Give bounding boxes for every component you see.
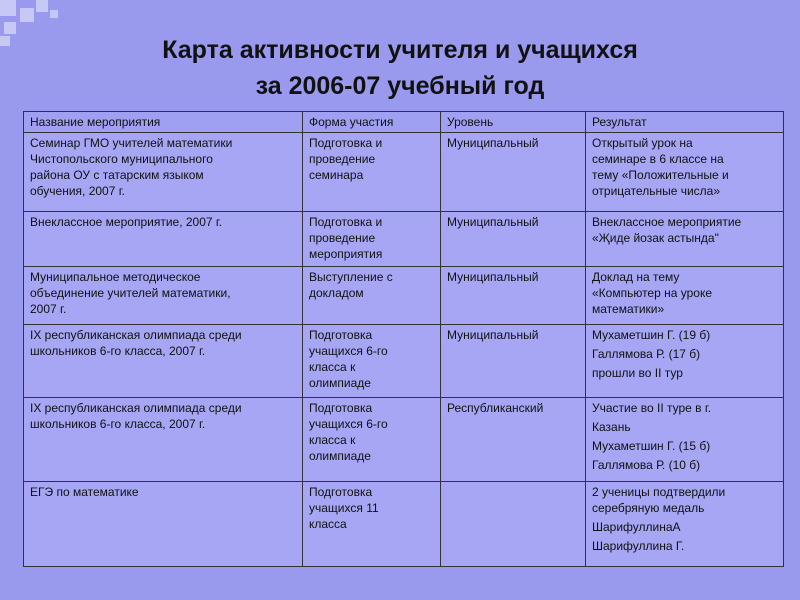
cell-text-line: Муниципальное методическое bbox=[30, 270, 201, 284]
cell-form bbox=[303, 482, 441, 567]
cell-text-line: IX республиканская олимпиада среди bbox=[30, 401, 242, 415]
cell-text-line: Внеклассное мероприятие bbox=[592, 215, 742, 229]
cell-text-line: школьников 6-го класса, 2007 г. bbox=[30, 344, 206, 358]
table-row bbox=[24, 325, 784, 398]
cell-text-line: тему «Положительные и bbox=[592, 168, 729, 182]
cell-event bbox=[24, 133, 303, 212]
cell-text-line: Муниципальный bbox=[447, 270, 539, 284]
cell-text-line: объединение учителей математики, bbox=[30, 286, 231, 300]
header-form: Форма участия bbox=[303, 112, 441, 133]
cell-text-line: мероприятия bbox=[309, 247, 383, 261]
table-row bbox=[24, 398, 784, 482]
table-body bbox=[24, 112, 784, 567]
cell-text-line: олимпиаде bbox=[309, 376, 371, 390]
cell-event bbox=[24, 398, 303, 482]
title-line-2: за 2006-07 учебный год bbox=[255, 72, 545, 100]
title-line-1: Карта активности учителя и учащихся bbox=[162, 36, 638, 64]
cell-text-line: Республиканский bbox=[447, 401, 544, 415]
cell-text-line: Открытый урок на bbox=[592, 136, 693, 150]
cell-text-line: серебряную медаль bbox=[592, 501, 705, 515]
cell-text-line: Мухаметшин Г. (15 б) bbox=[592, 439, 711, 453]
cell-event bbox=[24, 482, 303, 567]
cell-text-line: Доклад на тему bbox=[592, 270, 680, 284]
cell-form bbox=[303, 133, 441, 212]
table-row bbox=[24, 482, 784, 567]
cell-text-line: Казань bbox=[592, 420, 631, 434]
table-row bbox=[24, 267, 784, 325]
cell-result bbox=[586, 482, 784, 567]
activity-table bbox=[23, 111, 784, 567]
cell-result bbox=[586, 267, 784, 325]
cell-text-line: 2 ученицы подтвердили bbox=[592, 485, 726, 499]
cell-form bbox=[303, 398, 441, 482]
page-title bbox=[0, 32, 800, 104]
cell-text-line: «Компьютер на уроке bbox=[592, 286, 713, 300]
cell-text-line: Подготовка и bbox=[309, 136, 383, 150]
cell-text-line: семинара bbox=[309, 168, 364, 182]
header-level: Уровень bbox=[441, 112, 586, 133]
cell-text-line: Выступление с bbox=[309, 270, 393, 284]
cell-text-line: докладом bbox=[309, 286, 364, 300]
cell-event bbox=[24, 267, 303, 325]
cell-text-line: IX республиканская олимпиада среди bbox=[30, 328, 242, 342]
cell-event bbox=[24, 212, 303, 267]
cell-text-line: прошли во II тур bbox=[592, 366, 683, 380]
cell-text-line: Галлямова Р. (10 б) bbox=[592, 458, 701, 472]
cell-text-line: проведение bbox=[309, 152, 376, 166]
cell-text-line: класса к bbox=[309, 360, 356, 374]
cell-level bbox=[441, 398, 586, 482]
table-row bbox=[24, 212, 784, 267]
cell-text-line: ЕГЭ по математике bbox=[30, 485, 139, 499]
cell-text-line: школьников 6-го класса, 2007 г. bbox=[30, 417, 206, 431]
cell-result bbox=[586, 133, 784, 212]
table-row bbox=[24, 133, 784, 212]
header-event: Название мероприятия bbox=[24, 112, 303, 133]
header-row bbox=[24, 112, 784, 133]
cell-level bbox=[441, 325, 586, 398]
cell-text-line: учащихся 11 bbox=[309, 501, 379, 515]
cell-text-line: обучения, 2007 г. bbox=[30, 184, 125, 198]
cell-text-line: отрицательные числа» bbox=[592, 184, 721, 198]
cell-form bbox=[303, 212, 441, 267]
cell-text-line: семинаре в 6 классе на bbox=[592, 152, 724, 166]
cell-text-line: Подготовка и bbox=[309, 215, 383, 229]
cell-level bbox=[441, 482, 586, 567]
cell-level bbox=[441, 133, 586, 212]
cell-text-line: класса bbox=[309, 517, 347, 531]
cell-text-line: класса к bbox=[309, 433, 356, 447]
cell-text-line: 2007 г. bbox=[30, 302, 67, 316]
cell-text-line: Семинар ГМО учителей математики bbox=[30, 136, 233, 150]
cell-result bbox=[586, 398, 784, 482]
cell-result bbox=[586, 212, 784, 267]
header-result: Результат bbox=[586, 112, 784, 133]
cell-text-line: учащихся 6-го bbox=[309, 417, 388, 431]
cell-text-line: Шарифуллина Г. bbox=[592, 539, 685, 553]
cell-text-line: Галлямова Р. (17 б) bbox=[592, 347, 701, 361]
cell-event bbox=[24, 325, 303, 398]
cell-text-line: Участие во II туре в г. bbox=[592, 401, 712, 415]
cell-text-line: Муниципальный bbox=[447, 215, 539, 229]
cell-text-line: Мухаметшин Г. (19 б) bbox=[592, 328, 711, 342]
cell-level bbox=[441, 267, 586, 325]
cell-form bbox=[303, 325, 441, 398]
cell-text-line: учащихся 6-го bbox=[309, 344, 388, 358]
cell-result bbox=[586, 325, 784, 398]
cell-text-line: олимпиаде bbox=[309, 449, 371, 463]
cell-text-line: математики» bbox=[592, 302, 665, 316]
cell-form bbox=[303, 267, 441, 325]
cell-text-line: Чистопольского муниципального bbox=[30, 152, 213, 166]
cell-text-line: Муниципальный bbox=[447, 136, 539, 150]
cell-text-line: Внеклассное мероприятие, 2007 г. bbox=[30, 215, 223, 229]
cell-text-line: ШарифуллинаА bbox=[592, 520, 681, 534]
cell-text-line: Муниципальный bbox=[447, 328, 539, 342]
cell-text-line: проведение bbox=[309, 231, 376, 245]
cell-text-line: «Җиде йозак астында" bbox=[592, 231, 719, 245]
cell-text-line: района ОУ с татарским языком bbox=[30, 168, 204, 182]
cell-text-line: Подготовка bbox=[309, 485, 373, 499]
cell-text-line: Подготовка bbox=[309, 328, 373, 342]
cell-text-line: Подготовка bbox=[309, 401, 373, 415]
cell-level bbox=[441, 212, 586, 267]
